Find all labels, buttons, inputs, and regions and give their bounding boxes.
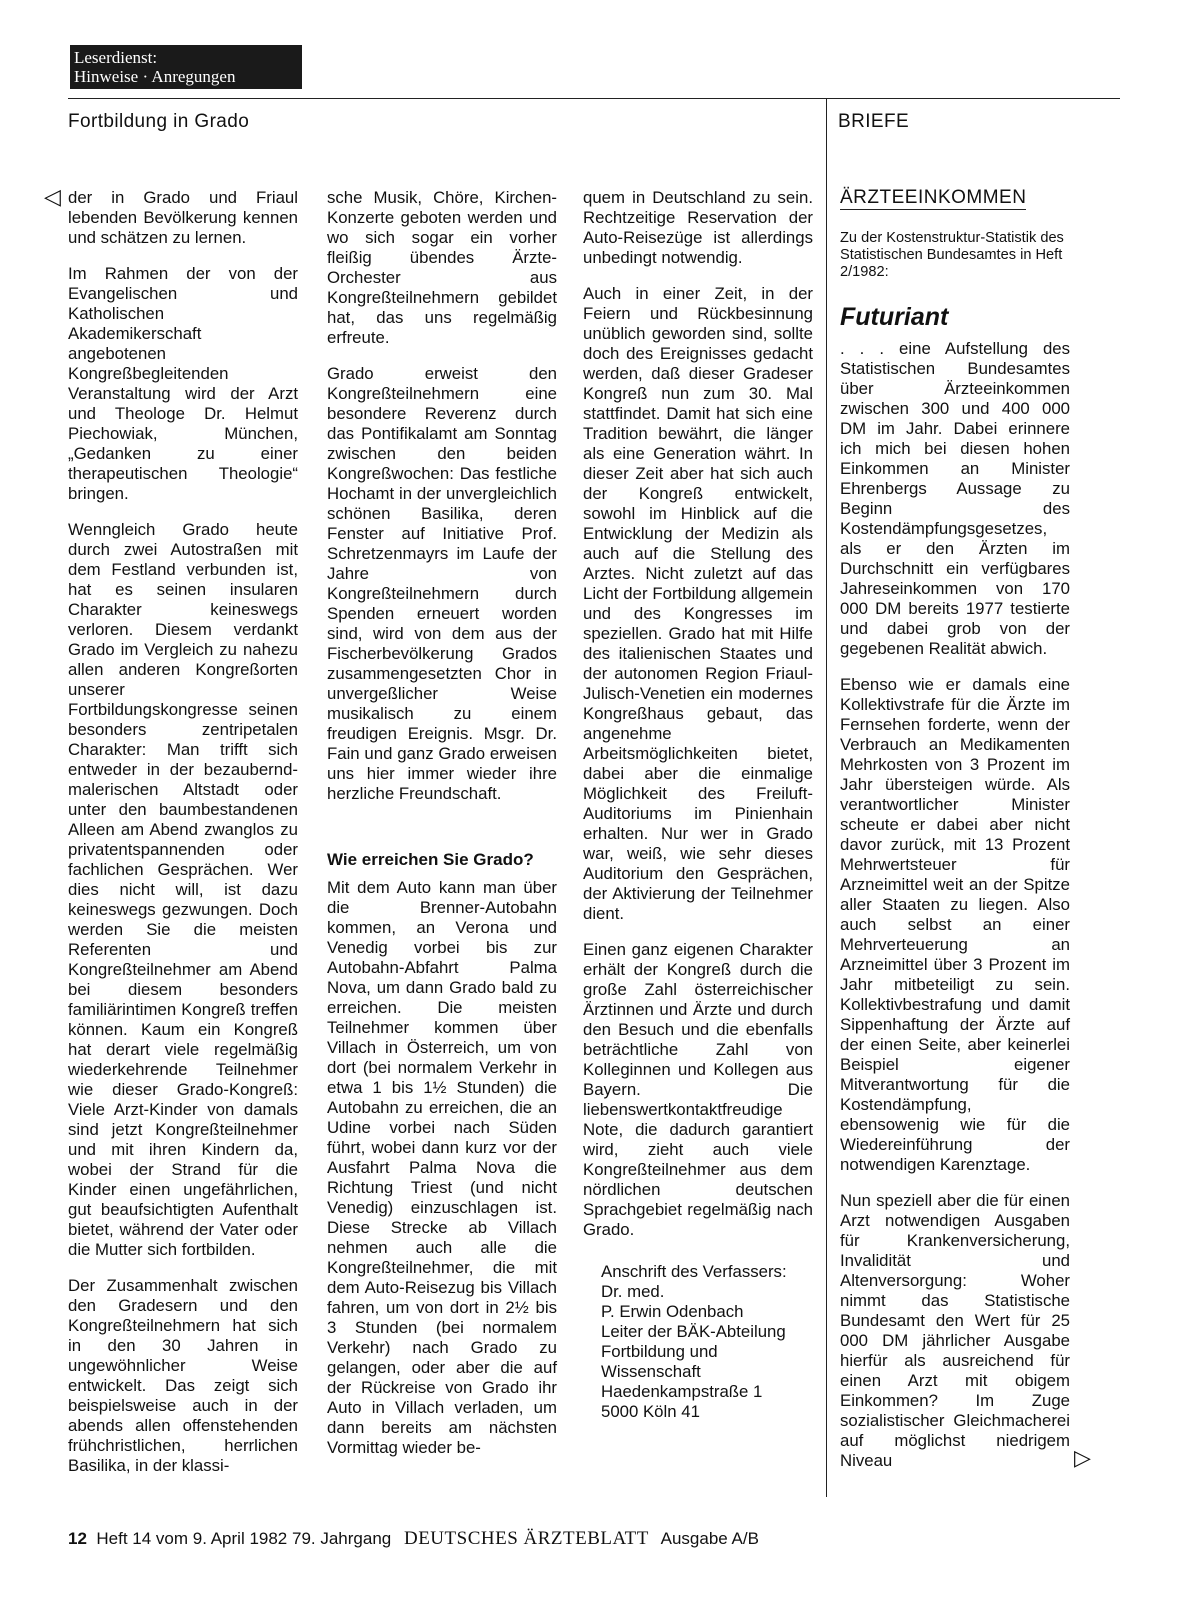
address-line: Fortbildung und — [601, 1342, 718, 1361]
article-column-3 — [583, 188, 813, 1422]
letters-intro: Zu der Kostenstruktur-Statistik des Statistischen Bundesamtes in Heft 2/1982: — [840, 230, 1064, 280]
paragraph: Ebenso wie er damals eine Kollektivstrafe für die Ärzte im Fernsehen forderte, wenn der Verbrauch an Medikamenten Mehrkosten von 3 Prozent im Jahr übersteigen würde. Als verantwortlicher Minister scheute er dabei aber nicht davor zurück, mit 13 Prozent Mehrwertsteuer für Arzneimittel weit an der Spitze aller Staaten zu liegen. Also auch selbst an einer Mehrverteuerung an Arzneimittel über 3 Prozent im Jahr mitbeteiligt zu sein. Kollektivbestrafung und damit Sippenhaftung der Ärzte auf der einen Seite, aber keinerlei Beispiel eigener Mitverantwortung für die Kostendämpfung, ebensowenig wie für die Wiedereinführung der notwendigen Karenztage. — [840, 675, 1070, 1174]
paragraph: . . . eine Aufstellung des Statistischen Bundesamtes über Ärzteeinkommen zwischen 300 und 400 000 DM im Jahr. Dabei erinnere ich mich bei diesen hohen Einkommen an Minister Ehrenbergs Aussage zu Beginn des Kostendämpfungsgesetzes, als er den Ärzten im Durchschnitt ein verfügbares Jahreseinkommen von 170 000 DM bereits 1977 testierte und dabei grob von der gegebenen Realität abwich. — [840, 339, 1070, 658]
address-line: Anschrift des Verfassers: — [601, 1262, 787, 1281]
paragraph: quem in Deutschland zu sein. Rechtzeitige Reservation der Auto-Reisezüge ist allerdings unbedingt notwendig. — [583, 188, 813, 267]
address-line: Leiter der BÄK-Abteilung — [601, 1322, 786, 1341]
letters-column — [840, 188, 1070, 1471]
paragraph: Wenngleich Grado heute durch zwei Autostraßen mit dem Festland verbunden ist, hat es seinen insularen Charakter keineswegs verloren. Diesem verdankt Grado im Vergleich zu nahezu allen anderen Kongreßorten unserer Fortbildungskongresse seinen besonders zentripetalen Charakter: Man trifft sich entweder in der bezaubernd-malerischen Altstadt oder unter den baumbestandenen Alleen am Abend zwanglos zu privatentspannenden oder fachlichen Gesprächen. Wer dies nicht will, ist dazu keineswegs gezwungen. Doch werden Sie die meisten Referenten und Kongreßteilnehmer am Abend bei diesem besonders familiärintimen Kongreß treffen können. Kaum ein Kongreß hat derart viele regelmäßig wiederkehrende Teilnehmer wie dieser Grado-Kongreß: Viele Arzt-Kinder von damals sind jetzt Kongreßteilnehmer und mit ihren Kindern da, wobei der Strand für die Kinder einen ungefährlichen, gut beaufsichtigten Aufenthalt bietet, während der Vater oder die Mutter sich fortbilden. — [68, 520, 298, 1259]
address-line: Wissenschaft — [601, 1362, 701, 1381]
address-line: 5000 Köln 41 — [601, 1402, 700, 1421]
subheading-reach-grado: Wie erreichen Sie Grado? — [327, 850, 534, 869]
continued-on-icon: ▷ — [1074, 1445, 1091, 1470]
paragraph: Auch in einer Zeit, in der Feiern und Rückbesinnung unüblich geworden sind, sollte doch des Ereignisses gedacht werden, daß dieser Gradeser Kongreß nun zum 30. Mal stattfindet. Damit hat sich eine Tradition bewährt, die länger als eine Generation währt. In dieser Zeit aber hat sich auch der Kongreß entwickelt, sowohl im Hinblick auf die Entwicklung der Medizin als auch auf die Stellung des Arztes. Nicht zuletzt auf das Licht der Fortbildung allgemein und des Kongresses im speziellen. Grado hat mit Hilfe des italienischen Staates und der autonomen Region Friaul-Julisch-Venetien ein modernes Kongreßhaus gebaut, das angenehme Arbeitsmöglichkeiten bietet, dabei aber die einmalige Möglichkeit des Freiluft-Auditoriums im Pinienhain erhalten. Nur wer in Grado war, weiß, wie sehr dieses Auditorium den Gesprächen, der Aktivierung der Teilnehmer dient. — [583, 284, 813, 923]
article-column-1 — [68, 188, 298, 1476]
paragraph: Grado erweist den Kongreßteilnehmern eine besondere Reverenz durch das Pontifikalamt am Sonntag zwischen den beiden Kongreßwochen: Das festliche Hochamt in der unvergleichlich schönen Basilika, deren Fenster auf Initiative Prof. Schretzenmayrs im Laufe der Jahre von Kongreßteilnehmern durch Spenden erneuert worden sind, wird von dem aus der Fischerbevölkerung Grados zusammengesetzten Chor in unvergeßlicher Weise musikalisch zu einem freudigen Ereignis. Msgr. Dr. Fain und ganz Grado erweisen uns hier immer wieder ihre herzliche Freundschaft. — [327, 364, 557, 803]
letter-headline: Futuriant — [840, 303, 949, 331]
article-column-2 — [327, 188, 557, 1458]
paragraph: sche Musik, Chöre, Kirchen-Konzerte geboten werden und wo sich sogar ein vorher fleißig übendes Ärzte-Orchester aus Kongreßteilnehmern gebildet hat, das uns regelmäßig erfreute. — [327, 188, 557, 347]
section-tag-line1: Leserdienst: — [74, 48, 158, 67]
article-heading: Fortbildung in Grado — [68, 111, 250, 132]
paragraph: Mit dem Auto kann man über die Brenner-Autobahn kommen, an Verona und Venedig vorbei bis zur Autobahn-Abfahrt Palma Nova, um dann Grado bald zu erreichen. Die meisten Teilnehmer kommen über Villach in Österreich, um von dort (bei normalem Verkehr in etwa 1 bis 1½ Stunden) die Autobahn zu erreichen, die an Udine vorbei nach Süden führt, wobei dann kurz vor der Ausfahrt Palma Nova die Richtung Triest (und nicht Venedig) einzuschlagen ist. Diese Strecke ab Villach nehmen auch alle die Kongreßteilnehmer, die mit dem Auto-Reisezug bis Villach fahren, um von dort in 2½ bis 3 Stunden (bei normalem Verkehr) nach Grado zu gelangen, oder aber die auf der Rückreise von Grado ihr Auto in Villach verladen, um dann bereits am nächsten Vormittag wieder be- — [327, 878, 557, 1457]
address-line: P. Erwin Odenbach — [601, 1302, 744, 1321]
page-number: 12 — [68, 1529, 87, 1548]
paragraph: Einen ganz eigenen Charakter erhält der Kongreß durch die große Zahl österreichischer Ärztinnen und Ärzte und durch den Besuch und die ebenfalls beträchtliche Zahl von Kolleginnen und Kollegen aus Bayern. Die liebenswertkontaktfreudige Note, die dadurch garantiert wird, zieht auch viele Kongreßteilnehmer aus dem nördlichen deutschen Sprachgebiet regelmäßig nach Grado. — [583, 940, 813, 1239]
address-line: Dr. med. — [601, 1282, 665, 1301]
header-rule — [68, 98, 1120, 99]
paragraph: der in Grado und Friaul lebenden Bevölkerung kennen und schätzen zu lernen. — [68, 188, 298, 247]
address-line: Haedenkampstraße 1 — [601, 1382, 763, 1401]
letters-heading: BRIEFE — [838, 111, 910, 132]
section-divider — [826, 99, 827, 1497]
continued-from-icon: ◁ — [44, 184, 61, 209]
paragraph: Der Zusammenhalt zwischen den Gradesern und den Kongreßteilnehmern hat sich in den 30 Jahren in ungewöhnlicher Weise entwickelt. Das zeigt sich beispielsweise auch in der abends allen offenstehenden frühchristlichen, herrlichen Basilika, in der klassi- — [68, 1276, 298, 1475]
author-address — [583, 1262, 813, 1422]
magazine-name: DEUTSCHES ÄRZTEBLATT — [403, 1528, 649, 1549]
section-tag — [70, 45, 302, 89]
page-footer — [68, 1528, 759, 1550]
section-tag-line2: Hinweise · Anregungen — [74, 67, 236, 86]
edition-info: Ausgabe A/B — [660, 1529, 759, 1548]
paragraph: Nun speziell aber die für einen Arzt notwendigen Ausgaben für Krankenversicherung, Invalidität und Altenversorgung: Woher nimmt das Statistische Bundesamt den Wert für 25 000 DM jährlicher Ausgabe hierfür als ausreichend für einen Arzt mit obigem Einkommen? Im Zuge sozialistischer Gleichmacherei auf möglichst niedrigem Niveau — [840, 1191, 1070, 1470]
issue-info: Heft 14 vom 9. April 1982 79. Jahrgang — [96, 1529, 392, 1548]
letters-section-title: ÄRZTEEINKOMMEN — [840, 187, 1027, 208]
paragraph: Im Rahmen der von der Evangelischen und Katholischen Akademikerschaft angebotenen Kongreßbegleitenden Veranstaltung wird der Arzt und Theologe Dr. Helmut Piechowiak, München, „Gedanken zu einer therapeutischen Theologie“ bringen. — [68, 264, 298, 503]
